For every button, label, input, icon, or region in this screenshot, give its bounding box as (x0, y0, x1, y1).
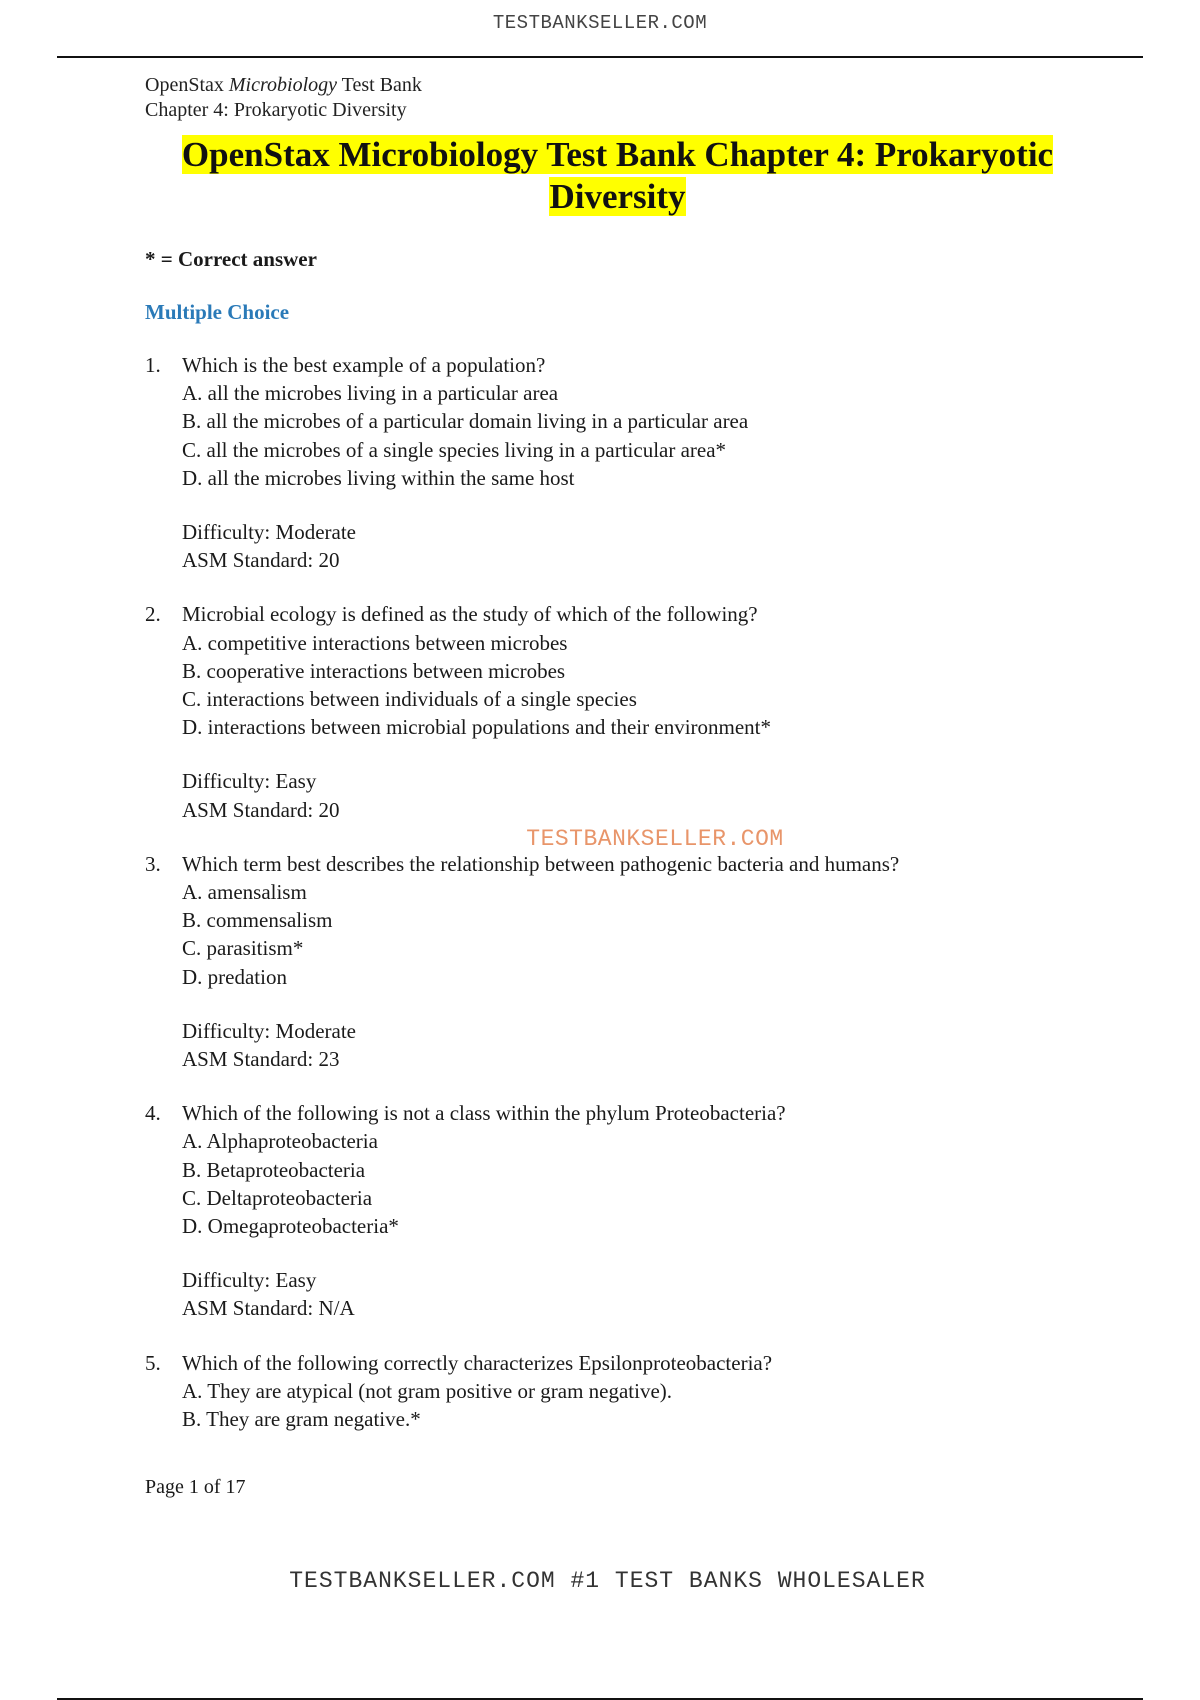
document-body (145, 73, 1105, 1459)
question-number: 2. (145, 602, 161, 627)
watermark-top: TESTBANKSELLER.COM (492, 12, 708, 34)
inline-watermark: TESTBANKSELLER.COM (526, 825, 784, 852)
answer-option: C. Deltaproteobacteria (182, 1185, 373, 1210)
question-text: Which of the following correctly characterizes Epsilonproteobacteria? (182, 1350, 773, 1375)
asm-standard: ASM Standard: 20 (182, 548, 340, 573)
asm-standard: ASM Standard: 20 (182, 797, 340, 822)
difficulty: Difficulty: Easy (182, 769, 317, 794)
answer-option: B. They are gram negative.* (182, 1407, 421, 1432)
question-4 (145, 1099, 1105, 1322)
question-3 (145, 850, 1105, 1073)
asm-standard: ASM Standard: 23 (182, 1047, 340, 1072)
answer-option: B. cooperative interactions between microbes (182, 658, 566, 683)
question-1 (145, 351, 1105, 574)
answer-option: B. Betaproteobacteria (182, 1157, 366, 1182)
question-number: 1. (145, 353, 161, 377)
answer-options (145, 1127, 1105, 1240)
question-text: Which is the best example of a population? (182, 353, 546, 377)
difficulty: Difficulty: Moderate (182, 520, 356, 545)
asm-standard: ASM Standard: N/A (182, 1296, 355, 1321)
question-meta (145, 1266, 1105, 1322)
question-meta (145, 767, 1105, 823)
header-italic: Microbiology (228, 74, 338, 96)
running-header-line1 (145, 73, 1105, 98)
title-line2: Diversity (549, 177, 686, 216)
answer-options (145, 379, 1105, 492)
page-number: Page 1 of 17 (145, 1476, 246, 1498)
running-header-line2: Chapter 4: Prokaryotic Diversity (145, 99, 407, 121)
header-prefix: OpenStax (145, 74, 229, 96)
question-meta (145, 1017, 1105, 1073)
difficulty: Difficulty: Moderate (182, 1018, 356, 1043)
question-stem (145, 351, 1105, 379)
answer-options (145, 878, 1105, 991)
question-list (145, 351, 1105, 1433)
answer-options (145, 629, 1105, 742)
answer-option: A. Alphaproteobacteria (182, 1129, 378, 1154)
answer-option: A. They are atypical (not gram positive or gram negative). (182, 1378, 673, 1403)
answer-option: A. all the microbes living in a particular area (182, 381, 559, 406)
answer-legend: * = Correct answer (145, 247, 317, 271)
question-number: 4. (145, 1101, 161, 1126)
watermark-bottom: TESTBANKSELLER.COM #1 TEST BANKS WHOLESALER (289, 1568, 926, 1594)
question-5 (145, 1349, 1105, 1434)
answer-options (145, 1377, 1105, 1433)
question-text: Microbial ecology is defined as the study of which of the following? (182, 602, 758, 627)
answer-option: D. predation (182, 964, 287, 989)
answer-option: A. competitive interactions between microbes (182, 630, 568, 655)
answer-option: A. amensalism (182, 880, 307, 905)
title-line1: OpenStax Microbiology Test Bank Chapter 4: Prokaryotic (181, 135, 1054, 174)
answer-option: C. parasitism* (182, 936, 304, 961)
document-title (135, 134, 1100, 218)
question-number: 5. (145, 1350, 161, 1375)
section-heading: Multiple Choice (145, 300, 290, 324)
answer-option: C. interactions between individuals of a single species (182, 687, 637, 712)
question-number: 3. (145, 851, 161, 876)
question-text: Which of the following is not a class within the phylum Proteobacteria? (182, 1101, 786, 1126)
question-stem (145, 1349, 1105, 1377)
answer-option: B. all the microbes of a particular domain living in a particular area (182, 409, 749, 434)
answer-option: D. all the microbes living within the same host (182, 465, 575, 490)
answer-option: D. Omegaproteobacteria* (182, 1214, 399, 1239)
answer-option: D. interactions between microbial populations and their environment* (182, 715, 772, 740)
answer-option: B. commensalism (182, 908, 333, 933)
question-stem (145, 600, 1105, 628)
question-stem (145, 850, 1105, 878)
question-stem (145, 1099, 1105, 1127)
header-suffix: Test Bank (337, 74, 422, 96)
question-meta (145, 518, 1105, 574)
question-text: Which term best describes the relationship between pathogenic bacteria and humans? (182, 851, 900, 876)
difficulty: Difficulty: Easy (182, 1268, 317, 1293)
top-divider (57, 56, 1143, 58)
question-2 (145, 600, 1105, 823)
answer-option: C. all the microbes of a single species living in a particular area* (182, 437, 727, 462)
